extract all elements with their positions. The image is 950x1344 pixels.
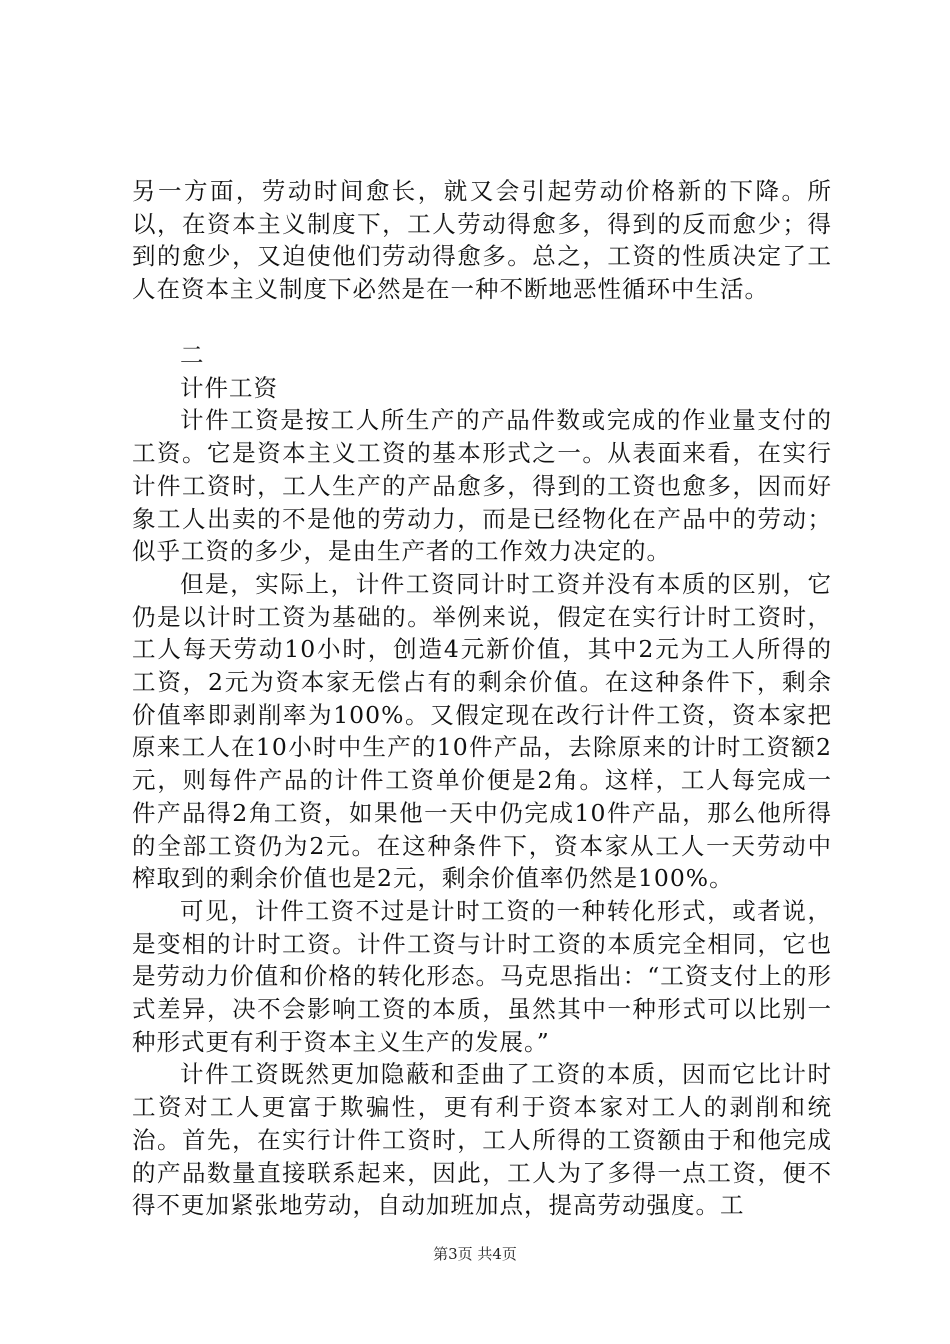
page-footer	[0, 1243, 950, 1264]
section-title: 计件工资	[180, 373, 278, 402]
section-number: 二	[180, 341, 205, 369]
top-text-block	[132, 175, 832, 306]
section-text-block	[132, 339, 832, 1222]
page-number-label: 第3页 共4页	[433, 1245, 517, 1263]
paragraph: 但是，实际上，计件工资同计时工资并没有本质的区别，它仍是以计时工资为基础的。举例来说，假定在实行计时工资时，工人每天劳动10小时，创造4元新价值，其中2元为工人所得的工资，2元为资本家无偿占有的剩余价值。在这种条件下，剩余价值率即剥削率为100%。又假定现在改行计件工资，资本家把原来工人在10小时中生产的10件产品，去除原来的计时工资额2元，则每件产品的计件工资单价便是2角。这样，工人每完成一件产品得2角工资，如果他一天中仍完成10件产品，那么他所得的全部工资仍为2元。在这种条件下，资本家从工人一天劳动中榨取到的剩余价值也是2元，剩余价值率仍然是100%。	[132, 569, 832, 893]
paragraph: 计件工资是按工人所生产的产品件数或完成的作业量支付的工资。它是资本主义工资的基本形式之一。从表面来看，在实行计件工资时，工人生产的产品愈多，得到的工资也愈多，因而好象工人出卖的不是他的劳动力，而是已经物化在产品中的劳动；似乎工资的多少，是由生产者的工作效力决定的。	[132, 406, 832, 566]
paragraph-continued: 另一方面，劳动时间愈长，就又会引起劳动价格新的下降。所以，在资本主义制度下，工人劳动得愈多，得到的反而愈少；得到的愈少，又迫使他们劳动得愈多。总之，工资的性质决定了工人在资本主义制度下必然是在一种不断地恶性循环中生活。	[132, 177, 832, 304]
paragraph: 计件工资既然更加隐蔽和歪曲了工资的本质，因而它比计时工资对工人更富于欺骗性，更有利于资本家对工人的剥削和统治。首先，在实行计件工资时，工人所得的工资额由于和他完成的产品数量直接联系起来，因此，工人为了多得一点工资，便不得不更加紧张地劳动，自动加班加点，提高劳动强度。工	[132, 1060, 832, 1220]
paragraph: 可见，计件工资不过是计时工资的一种转化形式，或者说，是变相的计时工资。计件工资与计时工资的本质完全相同，它也是劳动力价值和价格的转化形态。马克思指出：“工资支付上的形式差异，决不会影响工资的本质，虽然其中一种形式可以比别一种形式更有利于资本主义生产的发展。”	[132, 896, 832, 1056]
